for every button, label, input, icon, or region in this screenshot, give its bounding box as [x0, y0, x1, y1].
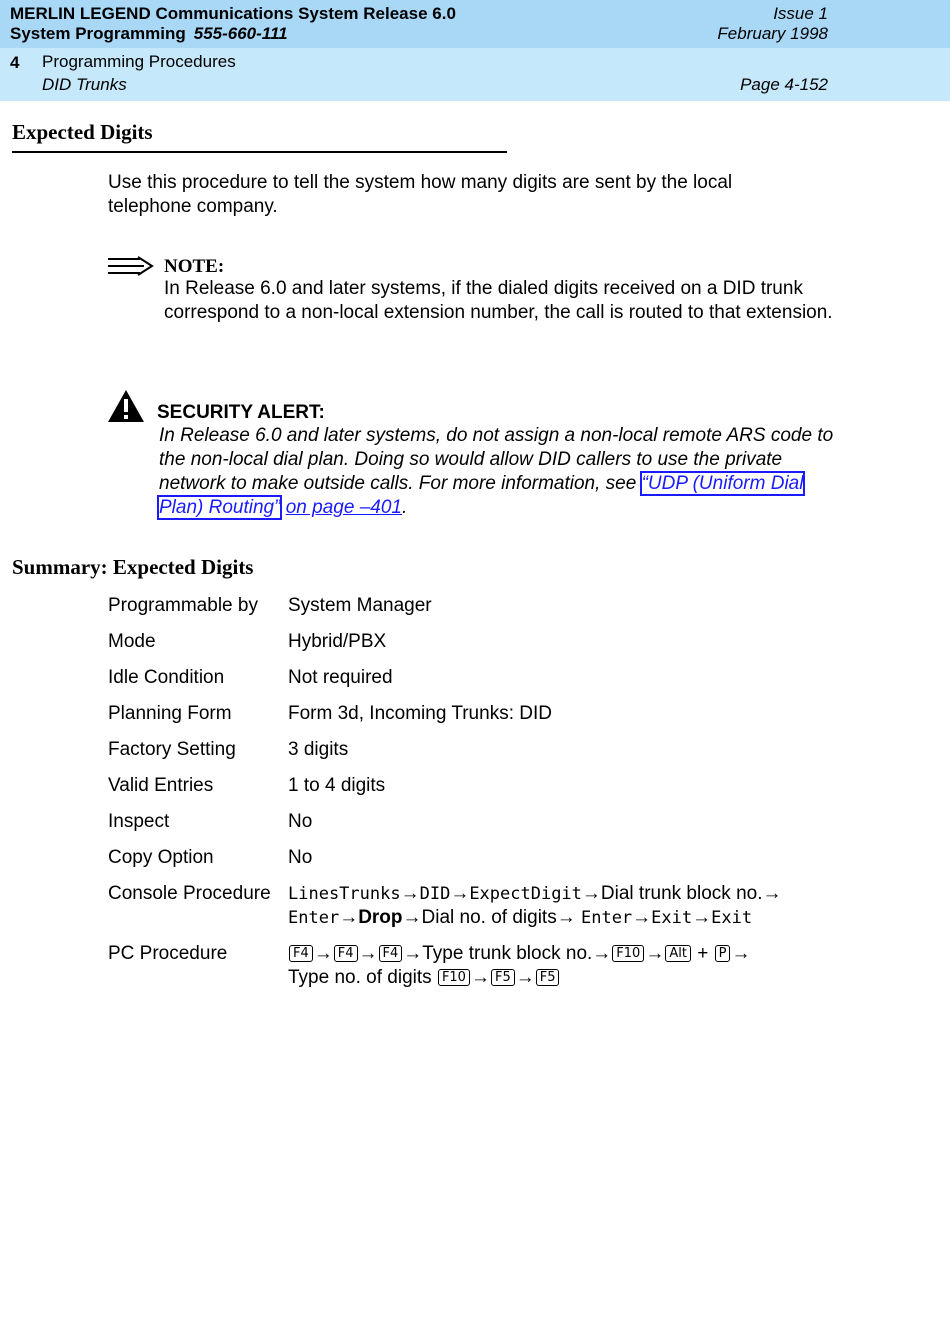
issue-date: February 1998	[717, 24, 828, 43]
note-arrow-icon	[108, 256, 154, 278]
arrow: →	[556, 907, 576, 928]
udp-routing-link[interactable]: “UDP (Uniform Dial Plan) Routing”	[159, 473, 804, 518]
section-name: DID Trunks	[42, 75, 127, 94]
arrow: →	[762, 883, 782, 904]
row-label: Copy Option	[108, 847, 214, 868]
pc-procedure-label: PC Procedure	[108, 943, 228, 964]
row-value: Not required	[288, 667, 393, 688]
key-alt: Alt	[665, 945, 691, 962]
security-alert-body: In Release 6.0 and later systems, do not assign a non-local remote ARS code to the non-local dial plan. Doing so would allow DID callers to use the private network to make outside calls. For more information, see	[159, 425, 834, 494]
key-f4: F4	[334, 945, 358, 962]
step-expectdigit: ExpectDigit	[469, 884, 582, 904]
arrow: →	[313, 943, 333, 964]
security-alert-text	[159, 424, 839, 520]
heading-rule	[12, 151, 507, 153]
row-label: Valid Entries	[108, 775, 214, 796]
key-f4: F4	[379, 945, 403, 962]
row-value: 1 to 4 digits	[288, 775, 386, 796]
row-value: No	[288, 811, 313, 832]
note-text: In Release 6.0 and later systems, if the dialed digits received on a DID trunk correspond to a non-local extension number, the call is routed to that extension.	[164, 278, 833, 323]
arrow: →	[645, 943, 665, 964]
pc-procedure-steps	[288, 942, 833, 990]
row-value: System Manager	[288, 595, 432, 616]
row-value: Form 3d, Incoming Trunks: DID	[288, 703, 552, 724]
section-heading: Expected Digits	[12, 120, 153, 144]
arrow: →	[450, 883, 470, 904]
arrow: →	[515, 967, 535, 988]
note-label: NOTE:	[164, 256, 225, 277]
row-value: Hybrid/PBX	[288, 631, 387, 652]
chapter-name: Programming Procedures	[42, 52, 236, 71]
key-f10: F10	[438, 969, 470, 986]
security-alert-label: SECURITY ALERT:	[157, 402, 325, 423]
arrow: →	[592, 943, 612, 964]
intro-paragraph: Use this procedure to tell the system how many digits are sent by the local telephone company.	[108, 172, 733, 217]
step-linestrunks: LinesTrunks	[288, 884, 401, 904]
pc-step-type-digits: Type no. of digits	[288, 967, 432, 988]
console-procedure-label: Console Procedure	[108, 883, 271, 904]
row-label: Factory Setting	[108, 739, 236, 760]
step-drop: Drop	[358, 907, 403, 928]
row-label: Planning Form	[108, 703, 232, 724]
step-did: DID	[419, 884, 451, 904]
arrow: →	[402, 907, 422, 928]
step-enter: Enter	[288, 908, 340, 928]
step-exit-2: Exit	[711, 908, 753, 928]
arrow: →	[400, 883, 420, 904]
step-dial-trunk-block: Dial trunk block no.	[600, 883, 763, 904]
page-number: Page 4-152	[740, 75, 828, 94]
plus-sign: +	[697, 943, 709, 964]
step-dial-no-digits: Dial no. of digits	[421, 907, 557, 928]
step-exit: Exit	[651, 908, 693, 928]
arrow: →	[470, 967, 490, 988]
step-enter-2: Enter	[580, 908, 633, 928]
key-f5: F5	[536, 969, 560, 986]
row-label: Programmable by	[108, 595, 258, 616]
manual-subtitle-text: System Programming	[10, 24, 186, 43]
manual-subtitle	[10, 24, 288, 44]
arrow: →	[731, 943, 751, 964]
row-label: Idle Condition	[108, 667, 225, 688]
arrow: →	[632, 907, 652, 928]
row-label: Mode	[108, 631, 156, 652]
warning-triangle-icon	[107, 389, 145, 423]
key-f10: F10	[612, 945, 644, 962]
arrow: →	[339, 907, 359, 928]
issue-label: Issue 1	[773, 4, 828, 23]
console-procedure-steps	[288, 882, 833, 930]
key-f4: F4	[289, 945, 313, 962]
arrow: →	[358, 943, 378, 964]
arrow: →	[581, 883, 601, 904]
row-value: No	[288, 847, 313, 868]
row-value: 3 digits	[288, 739, 349, 760]
arrow: →	[403, 943, 423, 964]
page-header-top	[0, 0, 950, 48]
row-label: Inspect	[108, 811, 170, 832]
security-alert-period: .	[401, 497, 408, 518]
doc-number: 555-660-111	[193, 24, 288, 43]
page-header-bottom	[0, 48, 950, 101]
key-f5: F5	[491, 969, 515, 986]
page-reference-link[interactable]: on page –401	[285, 497, 402, 518]
summary-heading: Summary: Expected Digits	[12, 555, 254, 579]
chapter-number: 4	[10, 53, 20, 72]
manual-title: MERLIN LEGEND Communications System Release 6.0	[10, 4, 456, 23]
pc-step-type-block: Type trunk block no.	[422, 943, 593, 964]
arrow: →	[692, 907, 712, 928]
key-p: P	[715, 945, 731, 962]
